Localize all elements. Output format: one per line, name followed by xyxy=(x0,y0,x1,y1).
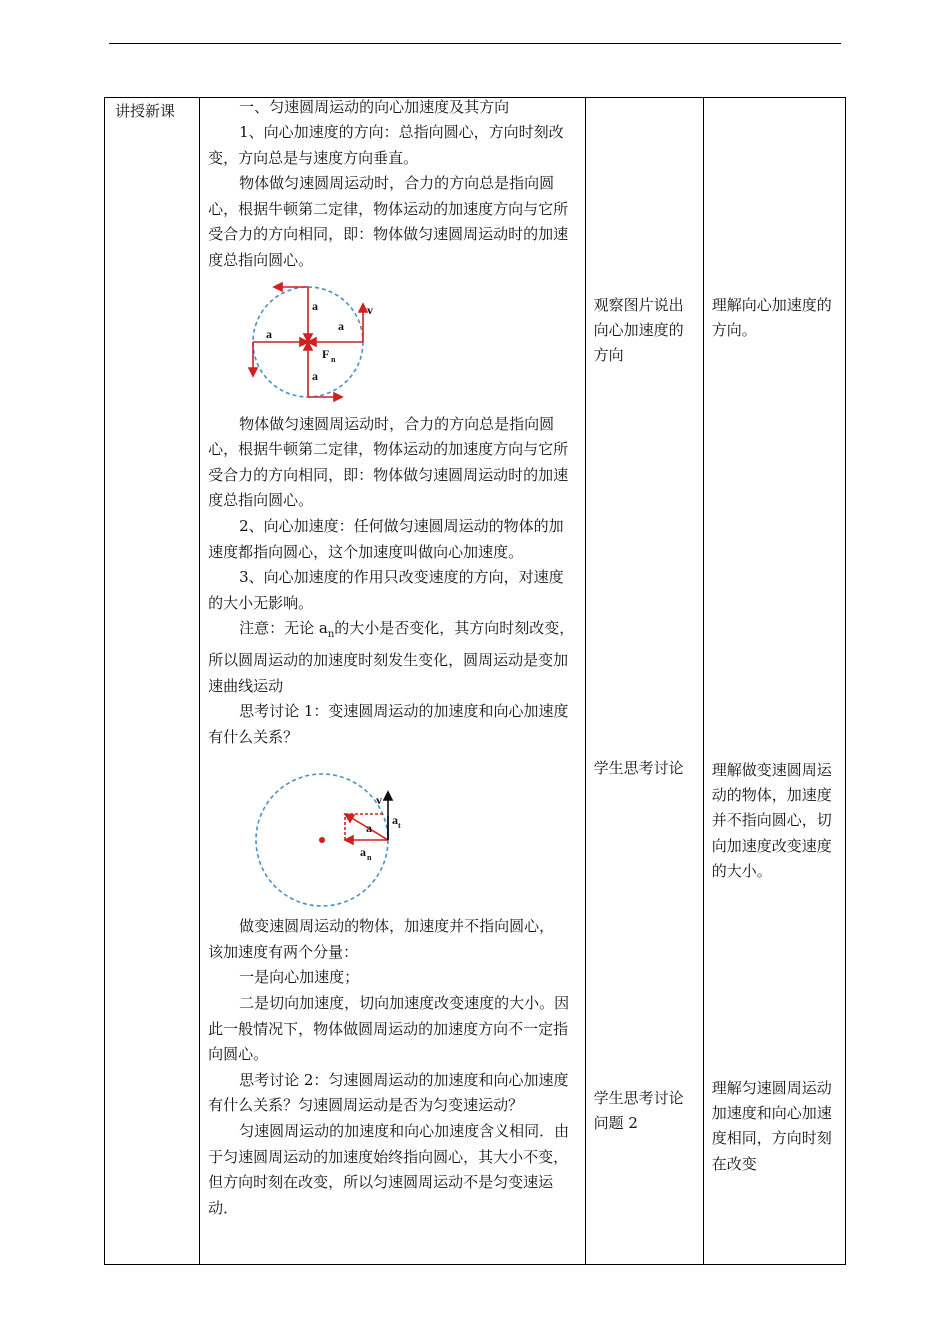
point-3: 3、向心加速度的作用只改变速度的方向，对速度的大小无影响。 xyxy=(208,568,564,612)
fig1-label-F: F xyxy=(322,346,330,361)
design-intent-2: 理解做变速圆周运动的物体，加速度并不指向圆心，切向加速度改变速度的大小。 xyxy=(711,761,832,880)
discussion-2: 思考讨论 2：匀速圆周运动的加速度和向心加速度有什么关系？匀速圆周运动是否为匀变速运动？ xyxy=(208,1070,569,1115)
fig1-label-a-left: a xyxy=(266,326,273,341)
fig2-label-an: a xyxy=(360,845,367,860)
fig2-label-an-sub: n xyxy=(367,853,372,863)
student-activity-cell xyxy=(585,98,703,1265)
design-intent-1: 理解向心加速度的方向。 xyxy=(711,296,832,340)
header-rule xyxy=(109,43,841,44)
fig2-label-v: v xyxy=(376,793,383,808)
note-sub: n xyxy=(327,629,335,641)
fig2-label-at: a xyxy=(392,813,399,828)
fig1-label-a-bottom: a xyxy=(312,368,319,383)
fig1-label-a-right: a xyxy=(338,318,345,333)
student-activity-3: 学生思考讨论问题 2 xyxy=(593,1089,684,1133)
student-activity-1: 观察图片说出向心加速度的方向 xyxy=(593,296,684,365)
component-1: 一是向心加速度； xyxy=(239,968,360,987)
design-intent-3: 理解匀速圆周运动加速度和向心加速度相同，方向时刻在改变 xyxy=(711,1079,832,1173)
paragraph-3: 做变速圆周运动的物体，加速度并不指向圆心，该加速度有两个分量： xyxy=(208,917,555,961)
uniform-circle-diagram xyxy=(240,280,380,404)
note-rest: 的大小是否变化，其方向时刻改变，所以圆周运动的加速度时刻发生变化，圆周运动是变加速曲线运动 xyxy=(208,619,575,695)
section-heading: 一、匀速圆周运动的向心加速度及其方向 xyxy=(239,98,510,116)
stage-cell xyxy=(105,98,200,1265)
point-2: 2、向心加速度：任何做匀速圆周运动的物体的加速度都指向圆心，这个加速度叫做向心加速度。 xyxy=(208,516,564,561)
fig2-label-at-sub: t xyxy=(398,821,401,831)
content-cell xyxy=(200,98,586,1265)
fig1-label-F-sub: n xyxy=(331,354,336,364)
discussion-1: 思考讨论 1：变速圆周运动的加速度和向心加速度有什么关系？ xyxy=(208,702,569,746)
stage-label: 讲授新课 xyxy=(115,102,176,120)
figure-uniform-circular xyxy=(240,280,585,408)
figure-variable-circular xyxy=(250,764,585,908)
paragraph-1: 物体做匀速圆周运动时，合力的方向总是指向圆心，根据牛顿第二定律，物体运动的加速度方向与它所受合力的方向相同，即：物体做匀速圆周运动时的加速度总指向圆心。 xyxy=(208,174,569,269)
paragraph-2: 物体做匀速圆周运动时，合力的方向总是指向圆心，根据牛顿第二定律，物体运动的加速度方向与它所受合力的方向相同，即：物体做匀速圆周运动时的加速度总指向圆心。 xyxy=(208,414,569,510)
answer-2: 匀速圆周运动的加速度和向心加速度含义相同．由于匀速圆周运动的加速度始终指向圆心，其大小不变，但方向时刻在改变，所以匀速圆周运动不是匀变速运动． xyxy=(208,1122,570,1217)
student-activity-2: 学生思考讨论 xyxy=(593,759,684,777)
note xyxy=(200,616,585,699)
lesson-table xyxy=(104,97,846,1265)
component-2: 二是切向加速度，切向加速度改变速度的大小。因此一般情况下，物体做圆周运动的加速度方向不一定指向圆心。 xyxy=(208,994,570,1064)
note-prefix: 注意：无论 a xyxy=(239,619,328,638)
fig2-label-a: a xyxy=(366,821,373,836)
design-intent-cell xyxy=(703,98,845,1265)
point-1: 1、向心加速度的方向：总指向圆心，方向时刻改变，方向总是与速度方向垂直。 xyxy=(208,123,564,167)
fig1-label-v: v xyxy=(367,302,374,317)
fig1-label-a-top: a xyxy=(312,298,319,313)
variable-circle-diagram xyxy=(250,764,400,904)
